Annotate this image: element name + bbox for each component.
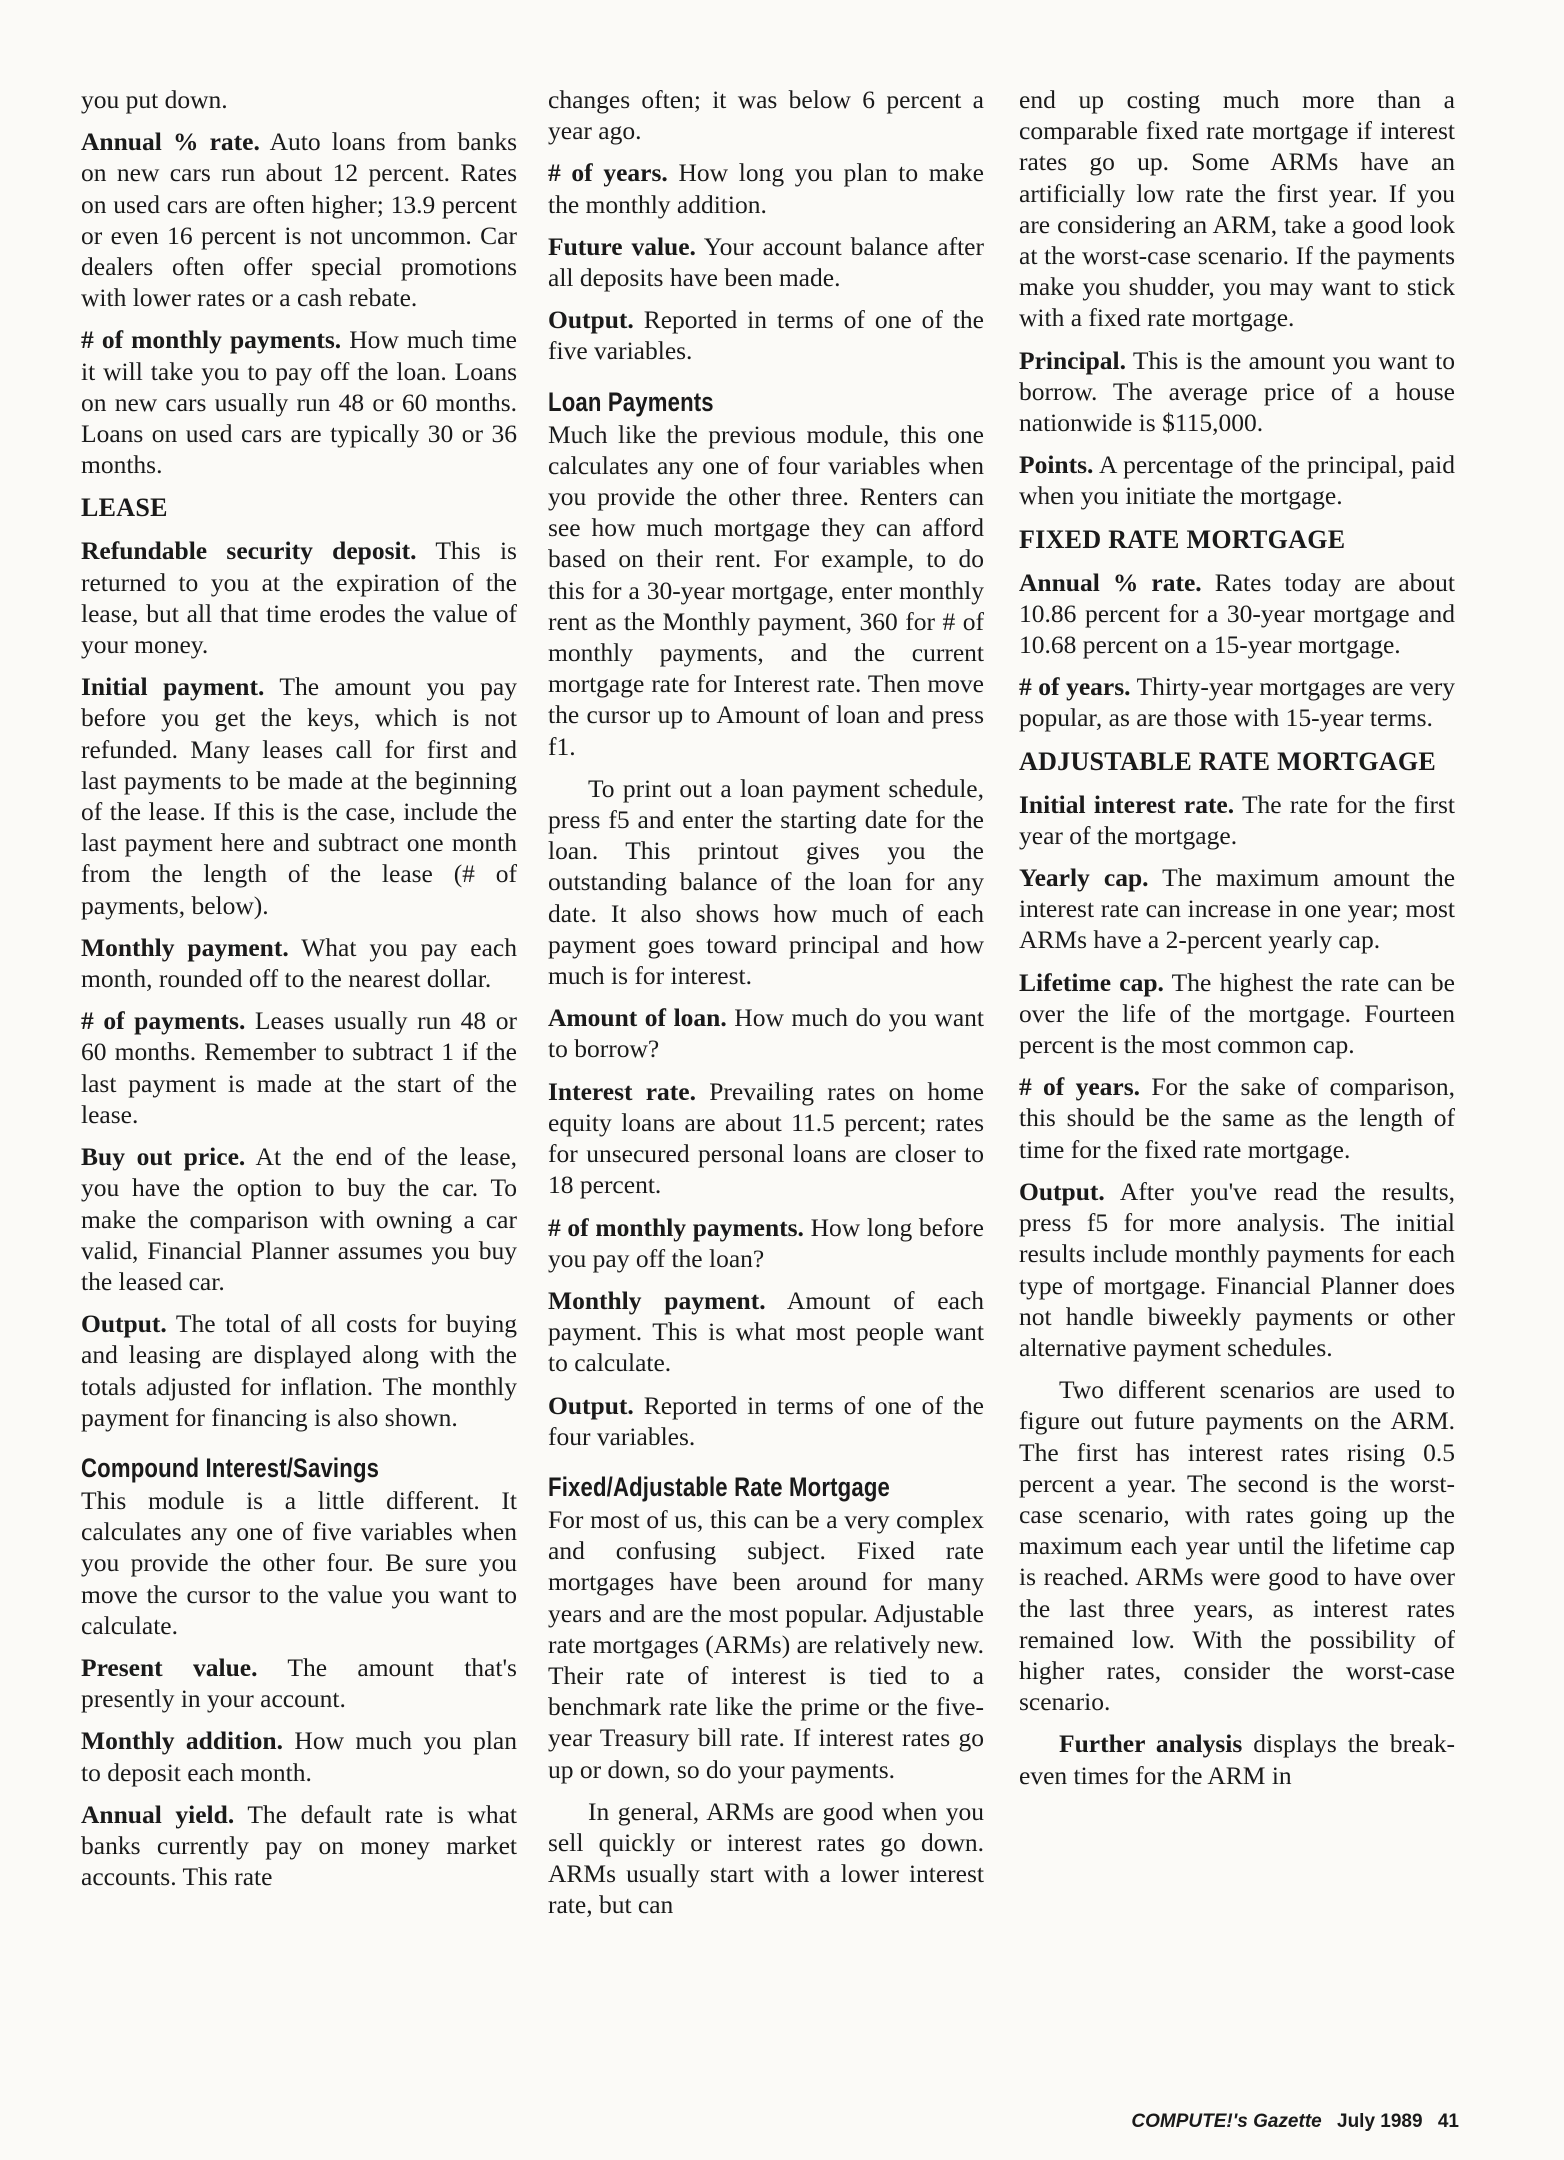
paragraph	[548, 1796, 984, 1921]
paragraph	[548, 419, 984, 762]
term-label: # of years.	[1019, 1072, 1141, 1102]
paragraph	[1019, 1176, 1455, 1363]
term-label: Points.	[1019, 450, 1094, 480]
paragraph-text: A percentage of the principal, paid when you initiate the mortgage.	[1019, 450, 1455, 511]
term-label: # of years.	[1019, 672, 1131, 702]
paragraph-text: The amount you pay before you get the keys, which is not refunded. Many leases call for first and last payments to be made at the beginning of the lease. If this is the case, include the last payment here and subtract one month from the length of the lease (# of payments, below).	[81, 672, 517, 920]
paragraph	[548, 84, 984, 146]
paragraph-text: Amount of each payment. This is what most people want to calculate.	[548, 1285, 984, 1378]
paragraph	[1019, 567, 1455, 661]
term-label: Principal.	[1019, 345, 1126, 375]
paragraph-text: How much you plan to deposit each month.	[81, 1726, 517, 1787]
paragraph	[548, 1002, 984, 1064]
term-label: # of payments.	[81, 1006, 246, 1036]
paragraph-text: Rates today are about 10.86 percent for a 30-year mortgage and 10.68 percent on a 15-year mortgage.	[1019, 567, 1455, 660]
term-label: Initial interest rate.	[1019, 789, 1235, 819]
term-label: Monthly addition.	[81, 1726, 283, 1756]
column-1	[81, 84, 517, 1903]
section-heading: Loan Payments	[548, 386, 714, 417]
paragraph-text: changes often; it was below 6 percent a year ago.	[548, 85, 984, 146]
term-label: Refundable security deposit.	[81, 536, 417, 566]
term-label: Buy out price.	[81, 1142, 246, 1172]
paragraph	[81, 126, 517, 313]
paragraph	[81, 671, 517, 921]
paragraph	[1019, 345, 1455, 439]
term-label: # of monthly payments.	[548, 1212, 804, 1242]
term-label: # of years.	[548, 158, 668, 188]
paragraph-text: The total of all costs for buying and leasing are displayed along with the totals adjusted for inflation. The monthly payment for financing is also shown.	[81, 1309, 517, 1432]
paragraph	[1019, 967, 1455, 1061]
paragraph	[81, 1005, 517, 1130]
paragraph-text: Thirty-year mortgages are very popular, as are those with 15-year terms.	[1019, 672, 1455, 733]
column-2	[548, 84, 984, 1932]
paragraph-text: What you pay each month, rounded off to the nearest dollar.	[81, 932, 517, 994]
paragraph	[548, 773, 984, 991]
paragraph-text: At the end of the lease, you have the option to buy the car. To make the comparison with owning a car valid, Financial Planner assumes you buy the leased car.	[81, 1142, 518, 1296]
paragraph	[548, 1390, 984, 1452]
paragraph	[81, 84, 517, 115]
paragraph	[548, 1285, 984, 1379]
term-label: Future value.	[548, 231, 696, 261]
page-footer	[1131, 2111, 1459, 2133]
paragraph-text: Prevailing rates on home equity loans are about 11.5 percent; rates for unsecured personal loans are closer to 18 percent.	[548, 1076, 984, 1200]
term-label: Amount of loan.	[548, 1003, 727, 1033]
paragraph-text: Reported in terms of one of the five variables.	[548, 305, 984, 366]
paragraph	[1019, 789, 1455, 851]
term-label: Initial payment.	[81, 672, 265, 702]
paragraph-text: This is the amount you want to borrow. The average price of a house nationwide is $115,000.	[1019, 345, 1455, 438]
paragraph	[548, 1504, 984, 1785]
paragraph-text: For the sake of comparison, this should be the same as the length of time for the fixed rate mortgage.	[1019, 1072, 1455, 1164]
paragraph	[81, 1725, 517, 1787]
paragraph-text: The highest the rate can be over the life of the mortgage. Fourteen percent is the most common cap.	[1019, 967, 1455, 1060]
paragraph	[1019, 1071, 1455, 1165]
paragraph-text: After you've read the results, press f5 for more analysis. The initial results include monthly payments for each type of mortgage. Financial Planner does not handle biweekly payments or other alternative payment schedules.	[1019, 1176, 1455, 1362]
paragraph-text: How long you plan to make the monthly addition.	[548, 158, 984, 219]
paragraph-text: The maximum amount the interest rate can increase in one year; most ARMs have a 2-percent yearly cap.	[1019, 863, 1456, 955]
paragraph-text: displays the break-even times for the ARM in	[1019, 1729, 1456, 1790]
paragraph	[81, 932, 517, 994]
paragraph	[548, 1076, 984, 1201]
term-label: Interest rate.	[548, 1076, 696, 1106]
paragraph	[1019, 84, 1455, 334]
term-label: Annual % rate.	[1019, 567, 1202, 597]
paragraph-text: Leases usually run 48 or 60 months. Remember to subtract 1 if the last payment is made at the start of the lease.	[81, 1006, 517, 1129]
term-label: Further analysis	[1059, 1729, 1243, 1759]
footer-page-number: 41	[1437, 2111, 1459, 2132]
paragraph-text: The default rate is what banks currently pay on money market accounts. This rate	[81, 1799, 517, 1892]
paragraph	[81, 324, 517, 480]
paragraph-text: Two different scenarios are used to figure out future payments on the ARM. The first has interest rates rising 0.5 percent a year. The second is the worst-case scenario, with rates going up the maximum each year until the lifetime cap is reached. ARMs were good to have over the last three years, as interest rates remained low. With the possibility of higher rates, consider the worst-case scenario.	[1019, 1375, 1455, 1717]
paragraph	[81, 1652, 517, 1714]
term-label: Output.	[1019, 1176, 1105, 1206]
term-label: Monthly payment.	[81, 932, 289, 962]
paragraph-text: Your account balance after all deposits have been made.	[548, 231, 984, 293]
footer-issue: July 1989	[1337, 2111, 1423, 2132]
paragraph	[1019, 862, 1455, 956]
paragraph-text: This module is a little different. It calculates any one of five variables when you provide the other four. Be sure you move the cursor to the value you want to calculate.	[81, 1485, 517, 1640]
paragraph-text: Much like the previous module, this one calculates any one of four variables when you provide the other three. Renters can see how much mortgage they can afford based on their rent. For example, to do this for a 30-year mortgage, enter monthly rent as the Monthly payment, 360 for # of monthly payments, and the current mortgage rate for Interest rate. Then move the cursor up to Amount of loan and press f1.	[548, 419, 984, 761]
term-label: Present value.	[81, 1652, 258, 1682]
term-label: Output.	[548, 305, 634, 335]
term-label: Annual % rate.	[81, 127, 260, 157]
paragraph	[81, 535, 517, 660]
paragraph	[548, 157, 984, 219]
paragraph-text: you put down.	[81, 85, 228, 114]
section-heading: Compound Interest/Savings	[81, 1452, 380, 1483]
paragraph-text: In general, ARMs are good when you sell quickly or interest rates go down. ARMs usually start with a lower interest rate, but can	[548, 1796, 984, 1920]
paragraph-text: How much do you want to borrow?	[548, 1003, 984, 1064]
paragraph	[1019, 1728, 1455, 1790]
subheading: ADJUSTABLE RATE MORTGAGE	[1019, 746, 1437, 776]
paragraph-text: This is returned to you at the expiration of the lease, but all that time erodes the value of your money.	[81, 536, 517, 660]
paragraph-text: To print out a loan payment schedule, press f5 and enter the starting date for the loan. This printout gives you the outstanding balance of the loan for any date. It also shows how much of each payment goes toward principal and how much is for interest.	[548, 773, 984, 991]
term-label: Lifetime cap.	[1019, 967, 1164, 997]
term-label: Output.	[548, 1390, 634, 1420]
paragraph-text: end up costing much more than a comparable fixed rate mortgage if interest rates go up. Some ARMs have an artificially low rate the first year. If you are considering an ARM, take a good look at the worst-case scenario. If the payments make you shudder, you may want to stick with a fixed rate mortgage.	[1019, 85, 1455, 333]
footer-magazine: COMPUTE!'s Gazette	[1131, 2111, 1322, 2132]
paragraph-text: For most of us, this can be a very complex and confusing subject. Fixed rate mortgages have been around for many years and are the most popular. Adjustable rate mortgages (ARMs) are relatively new. Their rate of interest is tied to a benchmark rate like the prime or the five-year Treasury bill rate. If interest rates go up or down, so do your payments.	[548, 1504, 984, 1784]
paragraph-text: The amount that's presently in your account.	[81, 1652, 517, 1714]
paragraph	[81, 1799, 517, 1893]
paragraph	[1019, 449, 1455, 511]
paragraph	[1019, 1374, 1455, 1717]
paragraph	[81, 1485, 517, 1641]
term-label: Annual yield.	[81, 1799, 235, 1829]
paragraph	[548, 304, 984, 366]
paragraph	[81, 1308, 517, 1433]
paragraph-text: The rate for the first year of the mortgage.	[1019, 789, 1455, 850]
term-label: Output.	[81, 1309, 167, 1339]
paragraph	[548, 1212, 984, 1274]
section-heading: Fixed/Adjustable Rate Mortgage	[548, 1471, 891, 1502]
term-label: # of monthly payments.	[81, 325, 342, 355]
paragraph-text: How much time it will take you to pay off the loan. Loans on new cars usually run 48 or 60 months. Loans on used cars are typically 30 or 36 months.	[81, 325, 518, 480]
subheading: LEASE	[81, 493, 168, 523]
column-3	[1019, 84, 1455, 1802]
paragraph	[1019, 671, 1455, 733]
term-label: Monthly payment.	[548, 1285, 766, 1315]
paragraph	[81, 1141, 517, 1297]
paragraph-text: How long before you pay off the loan?	[548, 1212, 984, 1273]
paragraph	[548, 231, 984, 293]
subheading: FIXED RATE MORTGAGE	[1019, 524, 1346, 554]
term-label: Yearly cap.	[1019, 863, 1149, 893]
paragraph-text: Reported in terms of one of the four variables.	[548, 1390, 984, 1451]
paragraph-text: Auto loans from banks on new cars run about 12 percent. Rates on used cars are often higher; 13.9 percent or even 16 percent is not uncommon. Car dealers often offer special promotions with lower rates or a cash rebate.	[81, 127, 517, 313]
